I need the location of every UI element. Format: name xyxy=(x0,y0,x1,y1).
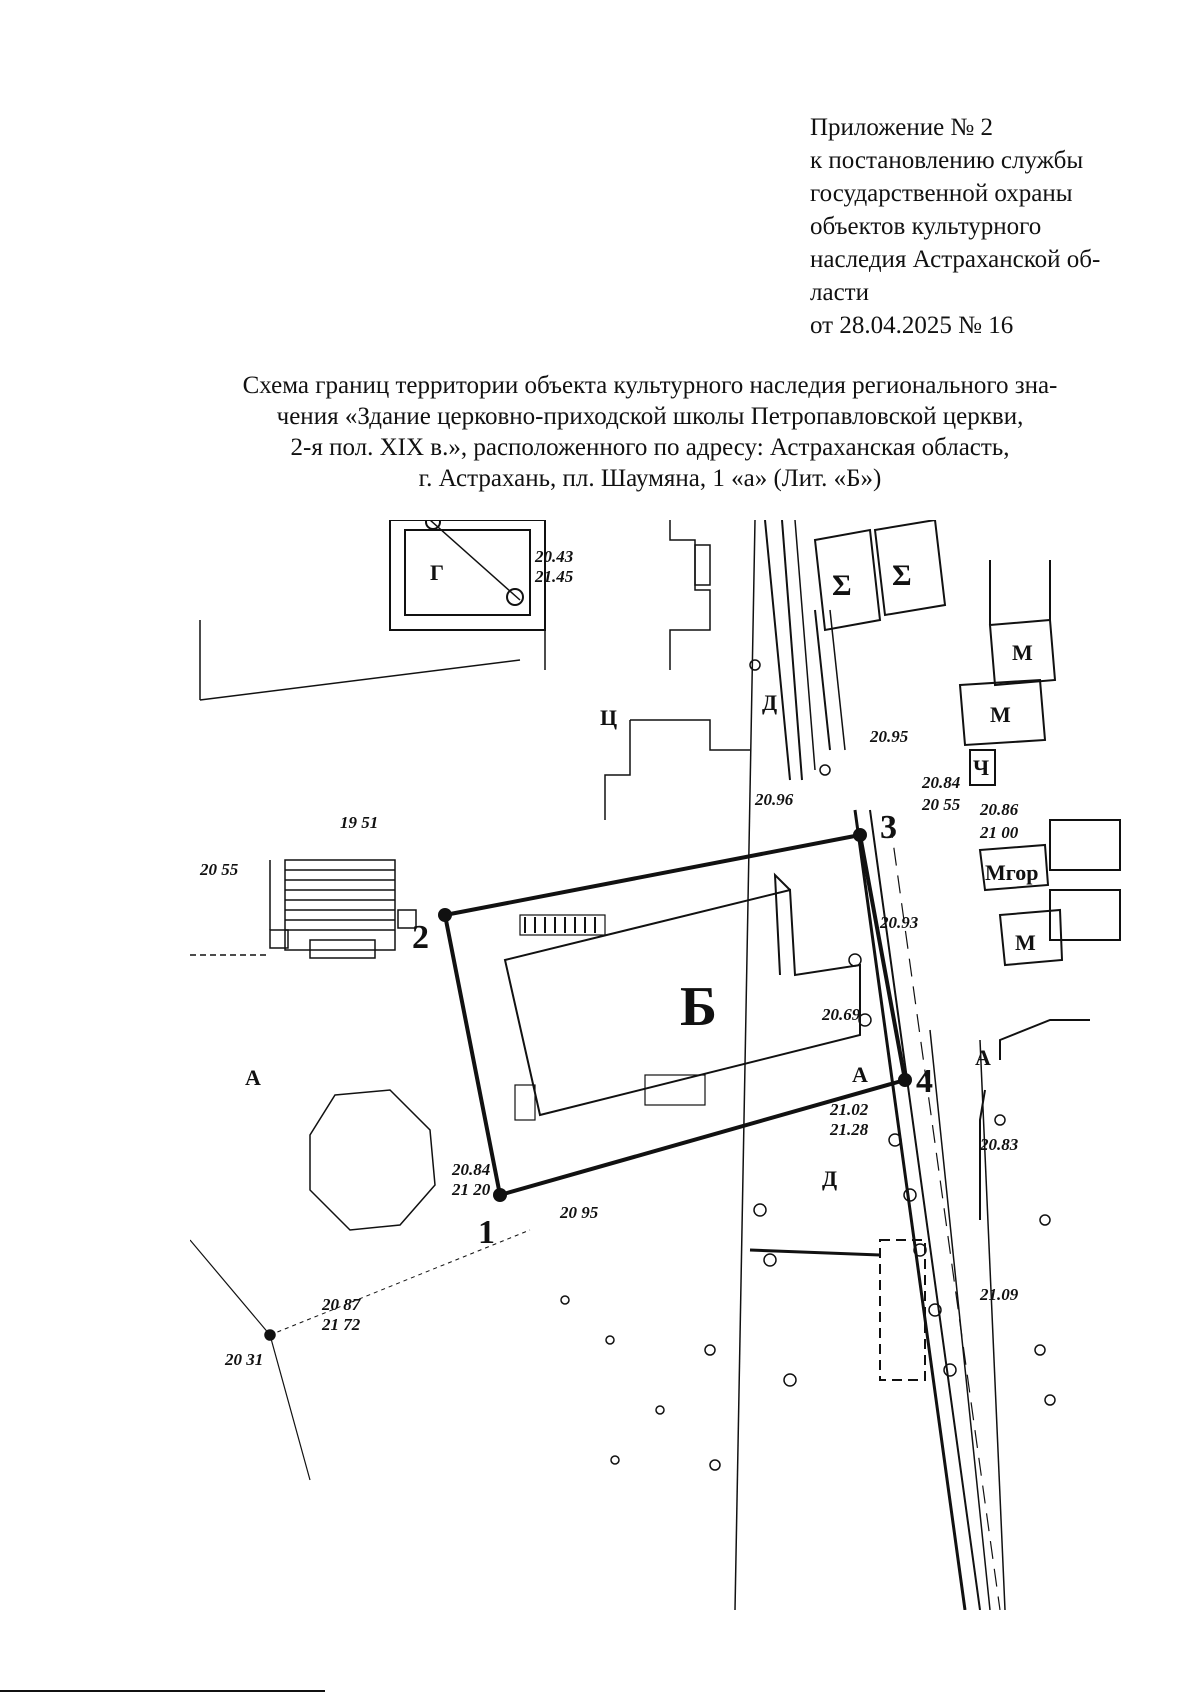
map-staircase xyxy=(270,860,416,958)
annex-header xyxy=(810,111,1150,342)
boundary-point-2: 2 xyxy=(412,919,429,956)
block-label: Д xyxy=(762,690,778,715)
elevation-mark: 21 20 xyxy=(452,1180,491,1199)
boundary-point-1: 1 xyxy=(478,1214,495,1251)
annex-line: ласти xyxy=(810,279,869,306)
title-line: 2-я пол. XIX в.», расположенного по адресу: Астраханская область, xyxy=(290,434,1010,461)
elevation-mark: 20 55 xyxy=(922,795,961,814)
elevation-mark: 21 72 xyxy=(322,1315,361,1334)
block-label: М xyxy=(990,702,1011,727)
elevation-mark: 21.09 xyxy=(980,1285,1019,1304)
block-label: Ц xyxy=(600,705,618,730)
block-label: А xyxy=(852,1062,868,1087)
elevation-mark: 20.84 xyxy=(922,773,961,792)
elevation-mark: 20.86 xyxy=(980,800,1019,819)
elevation-mark: 20.83 xyxy=(980,1135,1019,1154)
annex-line: Приложение № 2 xyxy=(810,114,994,141)
elevation-mark: 19 51 xyxy=(340,813,379,832)
block-label: Ч xyxy=(973,755,990,780)
elevation-mark: 20 31 xyxy=(225,1350,264,1369)
elevation-mark: 20.43 xyxy=(535,547,574,566)
block-label: Σ xyxy=(892,559,912,592)
scheme-title xyxy=(150,370,1150,494)
block-label: А xyxy=(245,1065,261,1090)
elevation-mark: 20.95 xyxy=(870,727,909,746)
annex-line: от 28.04.2025 № 16 xyxy=(810,312,1014,339)
block-label: М xyxy=(1012,640,1033,665)
block-label: А xyxy=(975,1045,991,1070)
map-octagon xyxy=(310,1090,435,1230)
block-label: Г xyxy=(430,560,444,585)
elevation-mark: 20.96 xyxy=(755,790,794,809)
boundary-map xyxy=(190,520,1150,1610)
elevation-mark: 20 55 xyxy=(200,860,239,879)
elevation-mark: 20 95 xyxy=(560,1203,599,1222)
annex-line: государственной охраны xyxy=(810,180,1073,207)
map-drawing xyxy=(190,520,1150,1610)
elevation-mark: 21 00 xyxy=(980,823,1019,842)
annex-line: к постановлению службы xyxy=(810,147,1084,174)
title-line: г. Астрахань, пл. Шаумяна, 1 «а» (Лит. «Б») xyxy=(418,465,882,492)
elevation-mark: 20.93 xyxy=(880,913,919,932)
title-line: чения «Здание церковно-приходской школы Петропавловской церкви, xyxy=(276,403,1024,430)
building-label: Б xyxy=(680,976,718,1038)
map-structure-g xyxy=(390,520,545,630)
annex-line: объектов культурного xyxy=(810,213,1042,240)
elevation-mark: 21.02 xyxy=(830,1100,869,1119)
annex-line: наследия Астраханской об- xyxy=(810,246,1101,273)
block-label: М xyxy=(1015,930,1036,955)
footer-rule xyxy=(0,1690,325,1692)
elevation-mark: 21.45 xyxy=(535,567,574,586)
block-label: Мгор xyxy=(985,860,1039,885)
elevation-mark: 21.28 xyxy=(830,1120,869,1139)
boundary-point-3: 3 xyxy=(880,809,897,846)
elevation-mark: 20 87 xyxy=(322,1295,361,1314)
block-label: Σ xyxy=(832,569,852,602)
elevation-mark: 20.69 xyxy=(822,1005,861,1024)
block-label: Д xyxy=(822,1166,838,1191)
title-line: Схема границ территории объекта культурного наследия регионального зна- xyxy=(242,372,1058,399)
boundary-point-4: 4 xyxy=(916,1063,933,1100)
elevation-mark: 20.84 xyxy=(452,1160,491,1179)
